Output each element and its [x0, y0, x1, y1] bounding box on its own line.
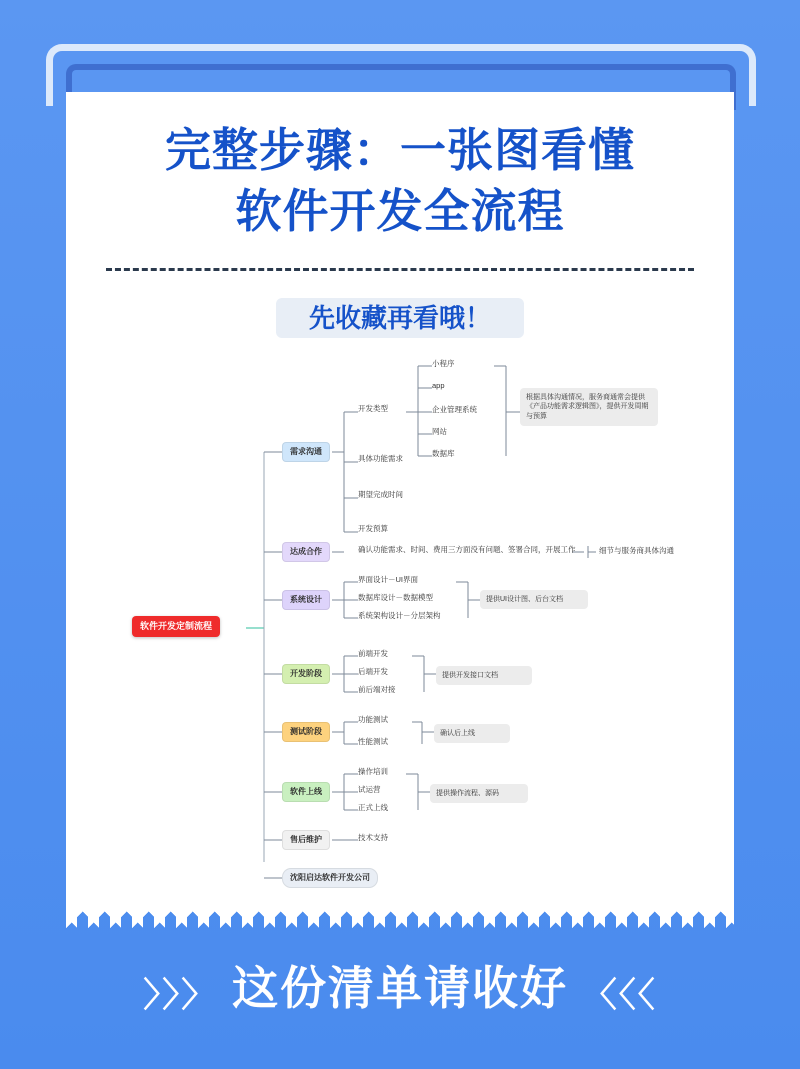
leaf-expected-time[interactable]: 期望完成时间 — [358, 490, 403, 499]
mindmap-root-node[interactable]: 软件开发定制流程 — [132, 616, 220, 637]
branch-node-cooperation[interactable]: 达成合作 — [282, 542, 330, 562]
bottom-banner — [0, 952, 800, 1018]
note-requirements: 根据具体沟通情况，服务商通常会提供《产品功能需求逻辑图》，提供开发周期与预算 — [520, 388, 658, 426]
branch-node-requirements[interactable]: 需求沟通 — [282, 442, 330, 462]
left-arrows: 〉〉〉 — [143, 976, 218, 1015]
right-arrows: 〈〈〈 — [582, 976, 657, 1015]
branch-node-testing[interactable]: 测试阶段 — [282, 722, 330, 742]
leaf-ui-design[interactable]: 界面设计－UI界面 — [358, 575, 418, 584]
bottom-banner-text: 这份清单请收好 — [232, 962, 568, 1014]
leaf-db-design[interactable]: 数据库设计－数据模型 — [358, 593, 433, 602]
card-zigzag-edge — [66, 905, 734, 929]
note-system-design: 提供UI设计图、后台文档 — [480, 590, 588, 609]
note-launch: 提供操作流程、源码 — [430, 784, 528, 803]
leaf-fullstack-integration[interactable]: 前后端对接 — [358, 685, 396, 694]
subtitle: 先收藏再看哦！ — [308, 303, 491, 333]
leaf-official-launch[interactable]: 正式上线 — [358, 803, 388, 812]
leaf-operation-training[interactable]: 操作培训 — [358, 767, 388, 776]
note-development: 提供开发接口文档 — [436, 666, 532, 685]
leaf-tech-support[interactable]: 技术支持 — [358, 833, 388, 842]
leaf-enterprise-system[interactable]: 企业管理系统 — [432, 405, 477, 414]
leaf-frontend-dev[interactable]: 前端开发 — [358, 649, 388, 658]
leaf-dev-budget[interactable]: 开发预算 — [358, 524, 388, 533]
page-title — [66, 120, 734, 241]
leaf-miniprogram[interactable]: 小程序 — [432, 359, 455, 368]
leaf-confirm-contract[interactable]: 确认功能需求、时间、费用三方面没有问题、签署合同，开展工作 — [358, 545, 576, 554]
leaf-performance-test[interactable]: 性能测试 — [358, 737, 388, 746]
dashed-divider — [106, 268, 694, 271]
leaf-app[interactable]: app — [432, 381, 445, 390]
leaf-backend-dev[interactable]: 后端开发 — [358, 667, 388, 676]
note-testing: 确认后上线 — [434, 724, 510, 743]
leaf-function-test[interactable]: 功能测试 — [358, 715, 388, 724]
mindmap — [96, 350, 716, 900]
leaf-website[interactable]: 网站 — [432, 427, 447, 436]
footer-company-node[interactable]: 沈阳启达软件开发公司 — [282, 868, 378, 888]
branch-node-launch[interactable]: 软件上线 — [282, 782, 330, 802]
leaf-architecture-design[interactable]: 系统架构设计－分层架构 — [358, 611, 441, 620]
branch-node-development[interactable]: 开发阶段 — [282, 664, 330, 684]
title-line-2: 软件开发全流程 — [235, 184, 565, 237]
leaf-dev-type[interactable]: 开发类型 — [358, 404, 388, 413]
leaf-trial-operation[interactable]: 试运营 — [358, 785, 381, 794]
note-cooperation: 细节与服务商具体沟通 — [599, 546, 674, 555]
leaf-feature-req[interactable]: 具体功能需求 — [358, 454, 403, 463]
leaf-database[interactable]: 数据库 — [432, 449, 455, 458]
branch-node-system-design[interactable]: 系统设计 — [282, 590, 330, 610]
title-line-1: 完整步骤：一张图看懂 — [165, 124, 635, 176]
branch-node-maintenance[interactable]: 售后维护 — [282, 830, 330, 850]
